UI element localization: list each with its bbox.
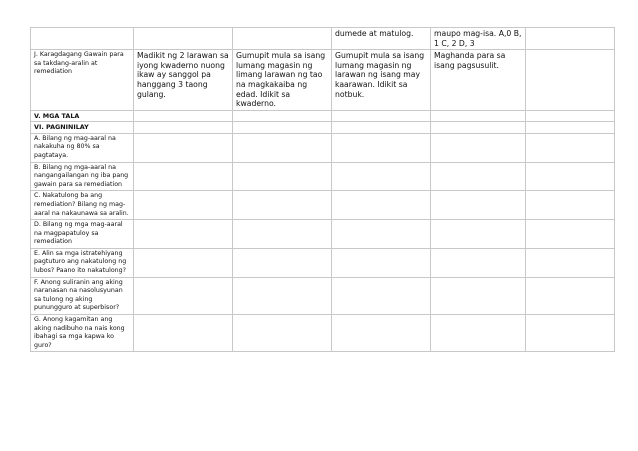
cell-empty: [332, 133, 431, 162]
cell-empty: [431, 248, 526, 277]
cell-empty: [332, 110, 431, 122]
row-label-e: E. Alin sa mga istratehiyang pagtuturo ang nakatulong ng lubos? Paano ito nakatulong?: [31, 248, 134, 277]
cell-empty: [233, 28, 332, 50]
cell-empty: [233, 110, 332, 122]
cell-empty: [134, 248, 233, 277]
table-row-v: [31, 110, 615, 122]
cell-empty: [332, 277, 431, 314]
row-label-f: F. Anong suliranin ang aking naranasan na nasolusyunan sa tulong ng aking punungguro at superbisor?: [31, 277, 134, 314]
cell-empty: [332, 248, 431, 277]
row-label-a: A. Bilang ng mag-aaral na nakakuha ng 80% sa pagtataya.: [31, 133, 134, 162]
section-heading-vi: VI. PAGNINILAY: [31, 122, 134, 134]
cell-empty: [431, 133, 526, 162]
row-label-c: C. Nakatulong ba ang remediation? Bilang ng mag-aaral na nakaunawa sa aralin.: [31, 191, 134, 220]
cell-j-col3: Gumupit mula sa isang lumang magasin ng larawan ng isang may kaarawan. Idikit sa notbuk.: [332, 50, 431, 111]
cell-empty: [233, 122, 332, 134]
cell-empty: [233, 162, 332, 191]
cell-empty: [134, 191, 233, 220]
cell-empty: [526, 277, 615, 314]
cell-top-col4: maupo mag-isa. A,0 B, 1 C, 2 D, 3: [431, 28, 526, 50]
row-label-d: D. Bilang ng mga mag-aaral na magpapatuloy sa remediation: [31, 220, 134, 249]
cell-empty: [134, 122, 233, 134]
cell-empty: [526, 315, 615, 352]
cell-empty: [134, 133, 233, 162]
dll-table: [30, 27, 615, 352]
cell-empty: [134, 220, 233, 249]
cell-empty: [526, 133, 615, 162]
table-row: [31, 277, 615, 314]
cell-empty: [431, 220, 526, 249]
cell-empty: [332, 315, 431, 352]
cell-empty: [134, 162, 233, 191]
cell-empty: [431, 191, 526, 220]
row-label-g: G. Anong kagamitan ang aking nadibuho na nais kong ibahagi sa mga kapwa ko guro?: [31, 315, 134, 352]
table-row: [31, 248, 615, 277]
cell-empty: [526, 28, 615, 50]
table-row: [31, 133, 615, 162]
cell-empty: [431, 277, 526, 314]
cell-empty: [431, 315, 526, 352]
cell-empty: [526, 191, 615, 220]
cell-empty: [233, 315, 332, 352]
cell-top-col3: dumede at matulog.: [332, 28, 431, 50]
row-label-b: B. Bilang ng mga-aaral na nangangailangan ng iba pang gawain para sa remediation: [31, 162, 134, 191]
section-heading-v: V. MGA TALA: [31, 110, 134, 122]
cell-empty: [31, 28, 134, 50]
table-row: [31, 315, 615, 352]
cell-j-col4: Maghanda para sa isang pagsusulit.: [431, 50, 526, 111]
table-row: [31, 191, 615, 220]
cell-empty: [332, 122, 431, 134]
table-row-j: [31, 50, 615, 111]
cell-empty: [332, 191, 431, 220]
cell-empty: [526, 220, 615, 249]
cell-empty: [431, 122, 526, 134]
cell-empty: [134, 28, 233, 50]
row-label-j: J. Karagdagang Gawain para sa takdang-aralin at remediation: [31, 50, 134, 111]
cell-empty: [134, 277, 233, 314]
cell-empty: [134, 315, 233, 352]
cell-empty: [431, 162, 526, 191]
cell-empty: [526, 248, 615, 277]
cell-empty: [233, 191, 332, 220]
cell-empty: [526, 122, 615, 134]
table-row: [31, 162, 615, 191]
cell-j-col1: Madikit ng 2 larawan sa iyong kwaderno nuong ikaw ay sanggol pa hanggang 3 taong gulang.: [134, 50, 233, 111]
cell-empty: [233, 133, 332, 162]
cell-j-col2: Gumupit mula sa isang lumang magasin ng limang larawan ng tao na magkakaiba ng edad. Idikit sa kwaderno.: [233, 50, 332, 111]
table-row-top: [31, 28, 615, 50]
cell-empty: [233, 248, 332, 277]
table-row-vi: [31, 122, 615, 134]
cell-empty: [526, 110, 615, 122]
cell-empty: [332, 162, 431, 191]
cell-empty: [233, 220, 332, 249]
cell-empty: [526, 162, 615, 191]
cell-empty: [233, 277, 332, 314]
cell-empty: [134, 110, 233, 122]
cell-empty: [526, 50, 615, 111]
cell-empty: [431, 110, 526, 122]
cell-empty: [332, 220, 431, 249]
table-row: [31, 220, 615, 249]
